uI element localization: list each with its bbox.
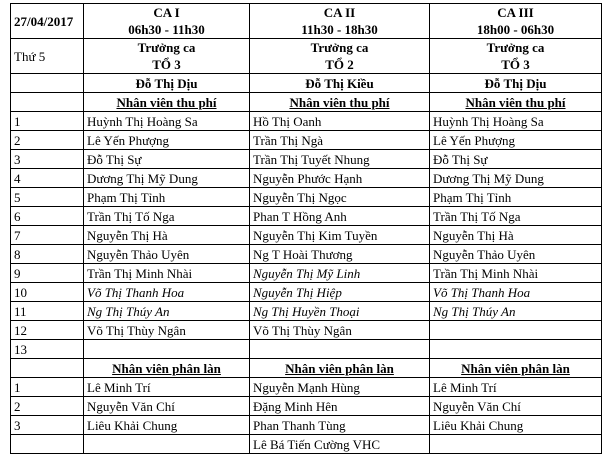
- toll-staff-cell[interactable]: Dương Thị Mỹ Dung: [84, 169, 250, 188]
- toll-staff-cell[interactable]: Nguyễn Thị Hà: [84, 226, 250, 245]
- lane-staff-cell[interactable]: Phan Thanh Tùng: [250, 416, 430, 435]
- lane-staff-cell[interactable]: Lê Minh Trí: [430, 378, 602, 397]
- toll-staff-row: [11, 264, 602, 283]
- row-number[interactable]: 13: [11, 340, 84, 359]
- shift-1-header[interactable]: [84, 4, 250, 39]
- toll-staff-row: [11, 302, 602, 321]
- toll-staff-cell[interactable]: Nguyễn Thị Hà: [430, 226, 602, 245]
- toll-staff-cell[interactable]: Lê Yến Phượng: [84, 131, 250, 150]
- toll-staff-cell[interactable]: [84, 340, 250, 359]
- toll-staff-cell[interactable]: Trần Thị Tố Nga: [430, 207, 602, 226]
- toll-staff-cell[interactable]: Võ Thị Thanh Hoa: [430, 283, 602, 302]
- shift-3-time: 18h00 - 06h30: [476, 22, 555, 37]
- toll-staff-row: [11, 112, 602, 131]
- toll-staff-cell[interactable]: Trần Thị Ngà: [250, 131, 430, 150]
- team-row: [11, 39, 602, 74]
- shift-3-name: CA III: [497, 5, 534, 20]
- lane-staff-cell[interactable]: [84, 435, 250, 454]
- shift-2-lead-name[interactable]: Đỗ Thị Kiều: [250, 74, 430, 93]
- row-number[interactable]: 1: [11, 378, 84, 397]
- shift-3-lead-title: Trưởng ca: [486, 40, 545, 55]
- shift-3-header[interactable]: [430, 4, 602, 39]
- shift-3-lead-name[interactable]: Đỗ Thị Dịu: [430, 74, 602, 93]
- schedule-sheet: [10, 3, 602, 454]
- row-number[interactable]: 8: [11, 245, 84, 264]
- lane-staff-row: [11, 397, 602, 416]
- toll-section-title[interactable]: Nhân viên thu phí: [430, 93, 602, 112]
- row-number[interactable]: 3: [11, 150, 84, 169]
- row-number[interactable]: 5: [11, 188, 84, 207]
- row-number[interactable]: 2: [11, 131, 84, 150]
- toll-section-title[interactable]: Nhân viên thu phí: [250, 93, 430, 112]
- shift-3-team[interactable]: [430, 39, 602, 74]
- toll-staff-cell[interactable]: Đỗ Thị Sự: [430, 150, 602, 169]
- lane-staff-cell[interactable]: Liêu Khải Chung: [84, 416, 250, 435]
- shift-3-team-label: TỔ 3: [501, 57, 530, 72]
- toll-staff-cell[interactable]: Trần Thị Minh Nhài: [430, 264, 602, 283]
- row-number[interactable]: 10: [11, 283, 84, 302]
- toll-staff-cell[interactable]: Đỗ Thị Sự: [84, 150, 250, 169]
- toll-staff-cell[interactable]: Nguyễn Phước Hạnh: [250, 169, 430, 188]
- toll-staff-row: [11, 169, 602, 188]
- lane-staff-row: [11, 378, 602, 397]
- toll-staff-row: [11, 340, 602, 359]
- toll-staff-row: [11, 245, 602, 264]
- toll-staff-cell[interactable]: Nguyễn Thị Kim Tuyền: [250, 226, 430, 245]
- toll-staff-cell[interactable]: Phan T Hồng Anh: [250, 207, 430, 226]
- row-number[interactable]: 7: [11, 226, 84, 245]
- shift-1-lead-title: Trưởng ca: [137, 40, 196, 55]
- toll-staff-cell[interactable]: Ng Thị Huyền Thoại: [250, 302, 430, 321]
- toll-staff-cell[interactable]: Võ Thị Thùy Ngân: [84, 321, 250, 340]
- lane-staff-cell[interactable]: Liêu Khải Chung: [430, 416, 602, 435]
- lane-section-title[interactable]: Nhân viên phân làn: [430, 359, 602, 378]
- lead-row: [11, 74, 602, 93]
- shift-2-team[interactable]: [250, 39, 430, 74]
- row-number[interactable]: 6: [11, 207, 84, 226]
- toll-section-row: [11, 93, 602, 112]
- toll-staff-cell[interactable]: Hồ Thị Oanh: [250, 112, 430, 131]
- toll-staff-cell[interactable]: [430, 340, 602, 359]
- shift-2-header[interactable]: [250, 4, 430, 39]
- lane-section-title[interactable]: Nhân viên phân làn: [250, 359, 430, 378]
- lane-staff-cell[interactable]: Nguyễn Mạnh Hùng: [250, 378, 430, 397]
- toll-staff-cell[interactable]: Ng T Hoài Thương: [250, 245, 430, 264]
- lane-staff-row: [11, 416, 602, 435]
- toll-staff-row: [11, 188, 602, 207]
- toll-staff-cell[interactable]: Nguyễn Thị Hiệp: [250, 283, 430, 302]
- lane-section-title[interactable]: Nhân viên phân làn: [84, 359, 250, 378]
- toll-staff-cell[interactable]: Võ Thị Thanh Hoa: [84, 283, 250, 302]
- toll-staff-row: [11, 131, 602, 150]
- toll-staff-row: [11, 150, 602, 169]
- toll-staff-cell[interactable]: [430, 321, 602, 340]
- shift-1-lead-name[interactable]: Đỗ Thị Dịu: [84, 74, 250, 93]
- toll-staff-cell[interactable]: [250, 340, 430, 359]
- shift-1-team-label: TỔ 3: [152, 57, 181, 72]
- toll-staff-cell[interactable]: Nguyễn Thị Ngọc: [250, 188, 430, 207]
- toll-staff-cell[interactable]: Phạm Thị Tỉnh: [84, 188, 250, 207]
- lead-row-blank[interactable]: [11, 74, 84, 93]
- toll-staff-row: [11, 226, 602, 245]
- toll-staff-row: [11, 321, 602, 340]
- toll-section-blank[interactable]: [11, 93, 84, 112]
- toll-staff-cell[interactable]: Lê Yến Phượng: [430, 131, 602, 150]
- toll-staff-cell[interactable]: Trần Thị Minh Nhài: [84, 264, 250, 283]
- toll-section-title[interactable]: Nhân viên thu phí: [84, 93, 250, 112]
- row-number[interactable]: 2: [11, 397, 84, 416]
- toll-staff-cell[interactable]: Ng Thị Thúy An: [430, 302, 602, 321]
- lane-staff-cell[interactable]: Đặng Minh Hên: [250, 397, 430, 416]
- toll-staff-cell[interactable]: Ng Thị Thúy An: [84, 302, 250, 321]
- lane-staff-row: [11, 435, 602, 454]
- lane-section-row: [11, 359, 602, 378]
- toll-staff-row: [11, 283, 602, 302]
- toll-staff-cell[interactable]: Phạm Thị Tỉnh: [430, 188, 602, 207]
- row-number[interactable]: 11: [11, 302, 84, 321]
- toll-staff-cell[interactable]: Trần Thị Tuyết Nhung: [250, 150, 430, 169]
- toll-staff-row: [11, 207, 602, 226]
- lane-staff-cell[interactable]: Nguyễn Văn Chí: [430, 397, 602, 416]
- shift-2-lead-title: Trưởng ca: [310, 40, 369, 55]
- shift-2-name: CA II: [323, 5, 356, 20]
- row-number[interactable]: 12: [11, 321, 84, 340]
- toll-staff-cell[interactable]: Trần Thị Tố Nga: [84, 207, 250, 226]
- row-number[interactable]: 9: [11, 264, 84, 283]
- toll-staff-cell[interactable]: Dương Thị Mỹ Dung: [430, 169, 602, 188]
- lane-staff-cell[interactable]: Lê Bá Tiến Cường VHC: [250, 435, 430, 454]
- toll-staff-cell[interactable]: Nguyễn Thảo Uyên: [84, 245, 250, 264]
- toll-staff-cell[interactable]: Nguyễn Thị Mỹ Linh: [250, 264, 430, 283]
- toll-staff-cell[interactable]: Huỳnh Thị Hoàng Sa: [430, 112, 602, 131]
- lane-section-blank[interactable]: [11, 359, 84, 378]
- shift-1-name: CA I: [153, 5, 180, 20]
- date-cell[interactable]: 27/04/2017: [11, 4, 84, 39]
- shift-1-team[interactable]: [84, 39, 250, 74]
- toll-staff-cell[interactable]: Huỳnh Thị Hoàng Sa: [84, 112, 250, 131]
- lane-staff-cell[interactable]: [430, 435, 602, 454]
- shift-1-time: 06h30 - 11h30: [128, 22, 205, 37]
- shift-2-time: 11h30 - 18h30: [301, 22, 378, 37]
- row-number[interactable]: 1: [11, 112, 84, 131]
- lane-staff-cell[interactable]: Lê Minh Trí: [84, 378, 250, 397]
- row-number[interactable]: 4: [11, 169, 84, 188]
- shift-2-team-label: TỔ 2: [325, 57, 354, 72]
- header-row: [11, 4, 602, 39]
- shift-schedule-table: [10, 3, 602, 454]
- toll-staff-cell[interactable]: Nguyễn Thảo Uyên: [430, 245, 602, 264]
- toll-staff-cell[interactable]: Võ Thị Thùy Ngân: [250, 321, 430, 340]
- day-cell[interactable]: Thứ 5: [11, 39, 84, 74]
- lane-staff-cell[interactable]: Nguyễn Văn Chí: [84, 397, 250, 416]
- row-number[interactable]: 3: [11, 416, 84, 435]
- row-number[interactable]: [11, 435, 84, 454]
